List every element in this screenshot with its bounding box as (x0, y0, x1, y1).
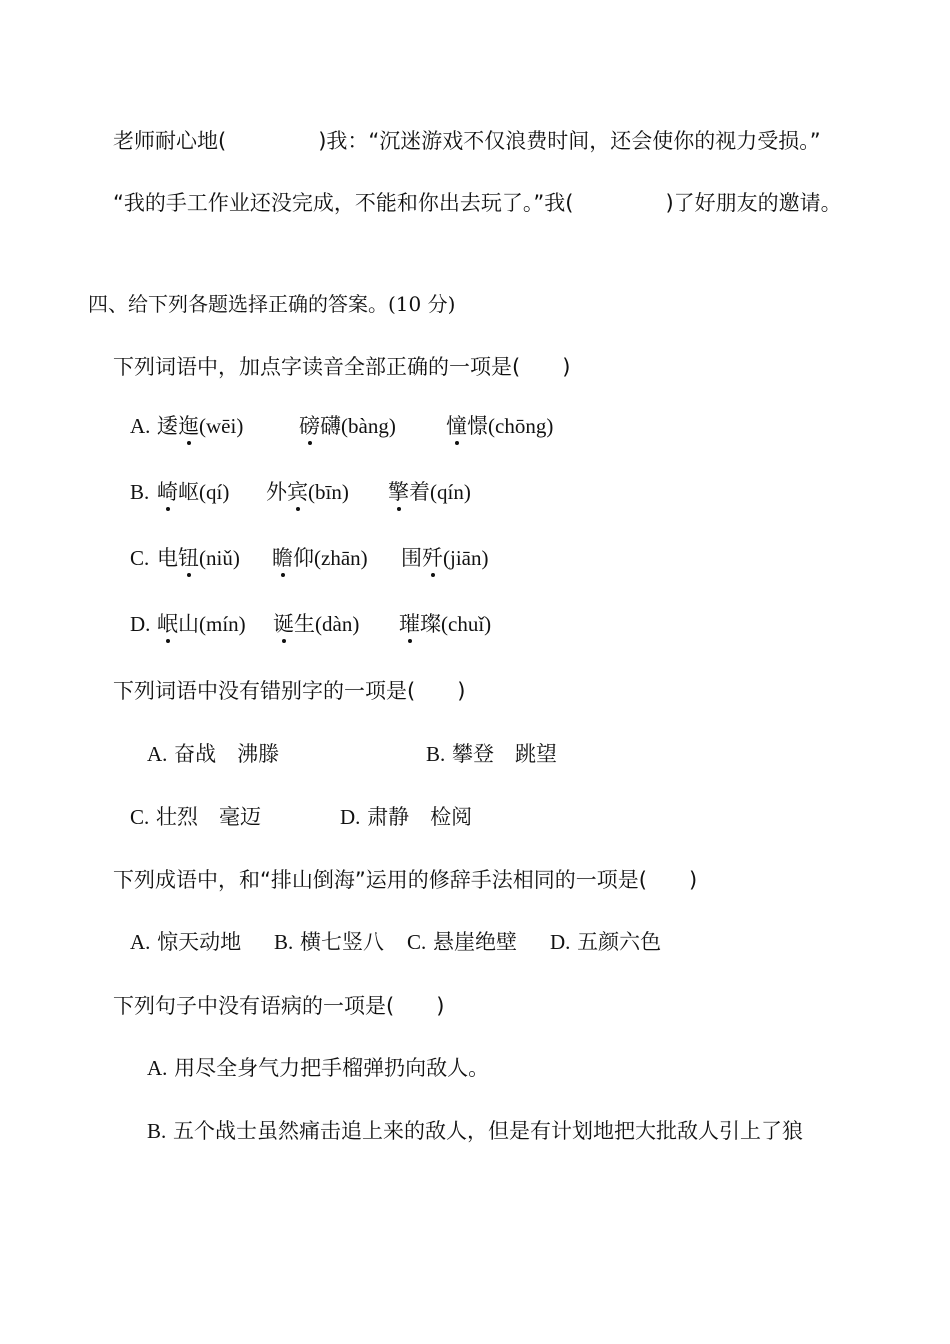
option-letter[interactable]: D. (130, 612, 151, 636)
emphasis-dot-char: 迤 (178, 411, 199, 441)
word-item: 逶迤(wēi) (157, 411, 243, 441)
q3-option-d[interactable]: D. 五颜六色 (550, 930, 662, 954)
emphasis-dot-char: 崎 (157, 477, 178, 507)
word-item: 崎岖(qí) (157, 477, 229, 507)
question-2-stem: 下列词语中没有错别字的一项是( ) (113, 679, 466, 703)
word-item: 磅礴(bàng) (299, 411, 396, 441)
option-letter[interactable]: C. (130, 546, 150, 570)
question-1-stem: 下列词语中，加点字读音全部正确的一项是( ) (113, 355, 571, 379)
option-letter[interactable]: A. (130, 414, 151, 438)
q3-option-a[interactable]: A. 惊天动地 (130, 930, 242, 954)
question-4-stem: 下列句子中没有语病的一项是( ) (113, 994, 445, 1018)
q2-option-d[interactable]: D. 肃静 检阅 (340, 805, 473, 829)
emphasis-dot-char: 磅 (299, 411, 320, 441)
q3-option-b[interactable]: B. 横七竖八 (274, 930, 384, 954)
emphasis-dot-char: 诞 (273, 609, 294, 639)
question-3-stem: 下列成语中，和“排山倒海”运用的修辞手法相同的一项是( ) (113, 868, 698, 892)
word-item: 围歼(jiān) (401, 543, 488, 573)
section-heading: 四、给下列各题选择正确的答案。(10 分) (88, 292, 456, 316)
q2-option-a[interactable]: A. 奋战 沸滕 (147, 742, 280, 766)
option-letter[interactable]: B. (130, 480, 150, 504)
line2-post: )了好朋友的邀请。 (665, 191, 842, 215)
q4-option-a[interactable]: A. 用尽全身气力把手榴弹扔向敌人。 (147, 1056, 490, 1080)
q2-option-c[interactable]: C. 壮烈 毫迈 (130, 805, 261, 829)
fill-blank-line-1 (113, 126, 821, 156)
q2-option-b[interactable]: B. 攀登 跳望 (426, 742, 557, 766)
emphasis-dot-char: 瞻 (272, 543, 293, 573)
line2-pre: “我的手工作业还没完成，不能和你出去玩了。”我( (113, 191, 574, 215)
word-item: 璀璨(chuǐ) (399, 609, 491, 639)
emphasis-dot-char: 歼 (422, 543, 443, 573)
emphasis-dot-char: 璀 (399, 609, 420, 639)
word-item: 瞻仰(zhān) (272, 543, 368, 573)
q3-option-c[interactable]: C. 悬崖绝壁 (407, 930, 517, 954)
word-item: 憧憬(chōng) (446, 411, 553, 441)
emphasis-dot-char: 憧 (446, 411, 467, 441)
emphasis-dot-char: 宾 (287, 477, 308, 507)
q4-option-b[interactable]: B. 五个战士虽然痛击追上来的敌人，但是有计划地把大批敌人引上了狼 (147, 1119, 803, 1143)
word-item: 诞生(dàn) (273, 609, 359, 639)
line1-post: )我：“沉迷游戏不仅浪费时间，还会使你的视力受损。” (318, 129, 821, 153)
word-item: 外宾(bīn) (266, 477, 349, 507)
emphasis-dot-char: 岷 (157, 609, 178, 639)
emphasis-dot-char: 擎 (388, 477, 409, 507)
word-item: 电钮(niǔ) (157, 543, 240, 573)
emphasis-dot-char: 钮 (178, 543, 199, 573)
line1-pre: 老师耐心地( (113, 129, 227, 153)
word-item: 擎着(qín) (388, 477, 471, 507)
word-item: 岷山(mín) (157, 609, 246, 639)
fill-blank-line-2 (113, 188, 842, 218)
